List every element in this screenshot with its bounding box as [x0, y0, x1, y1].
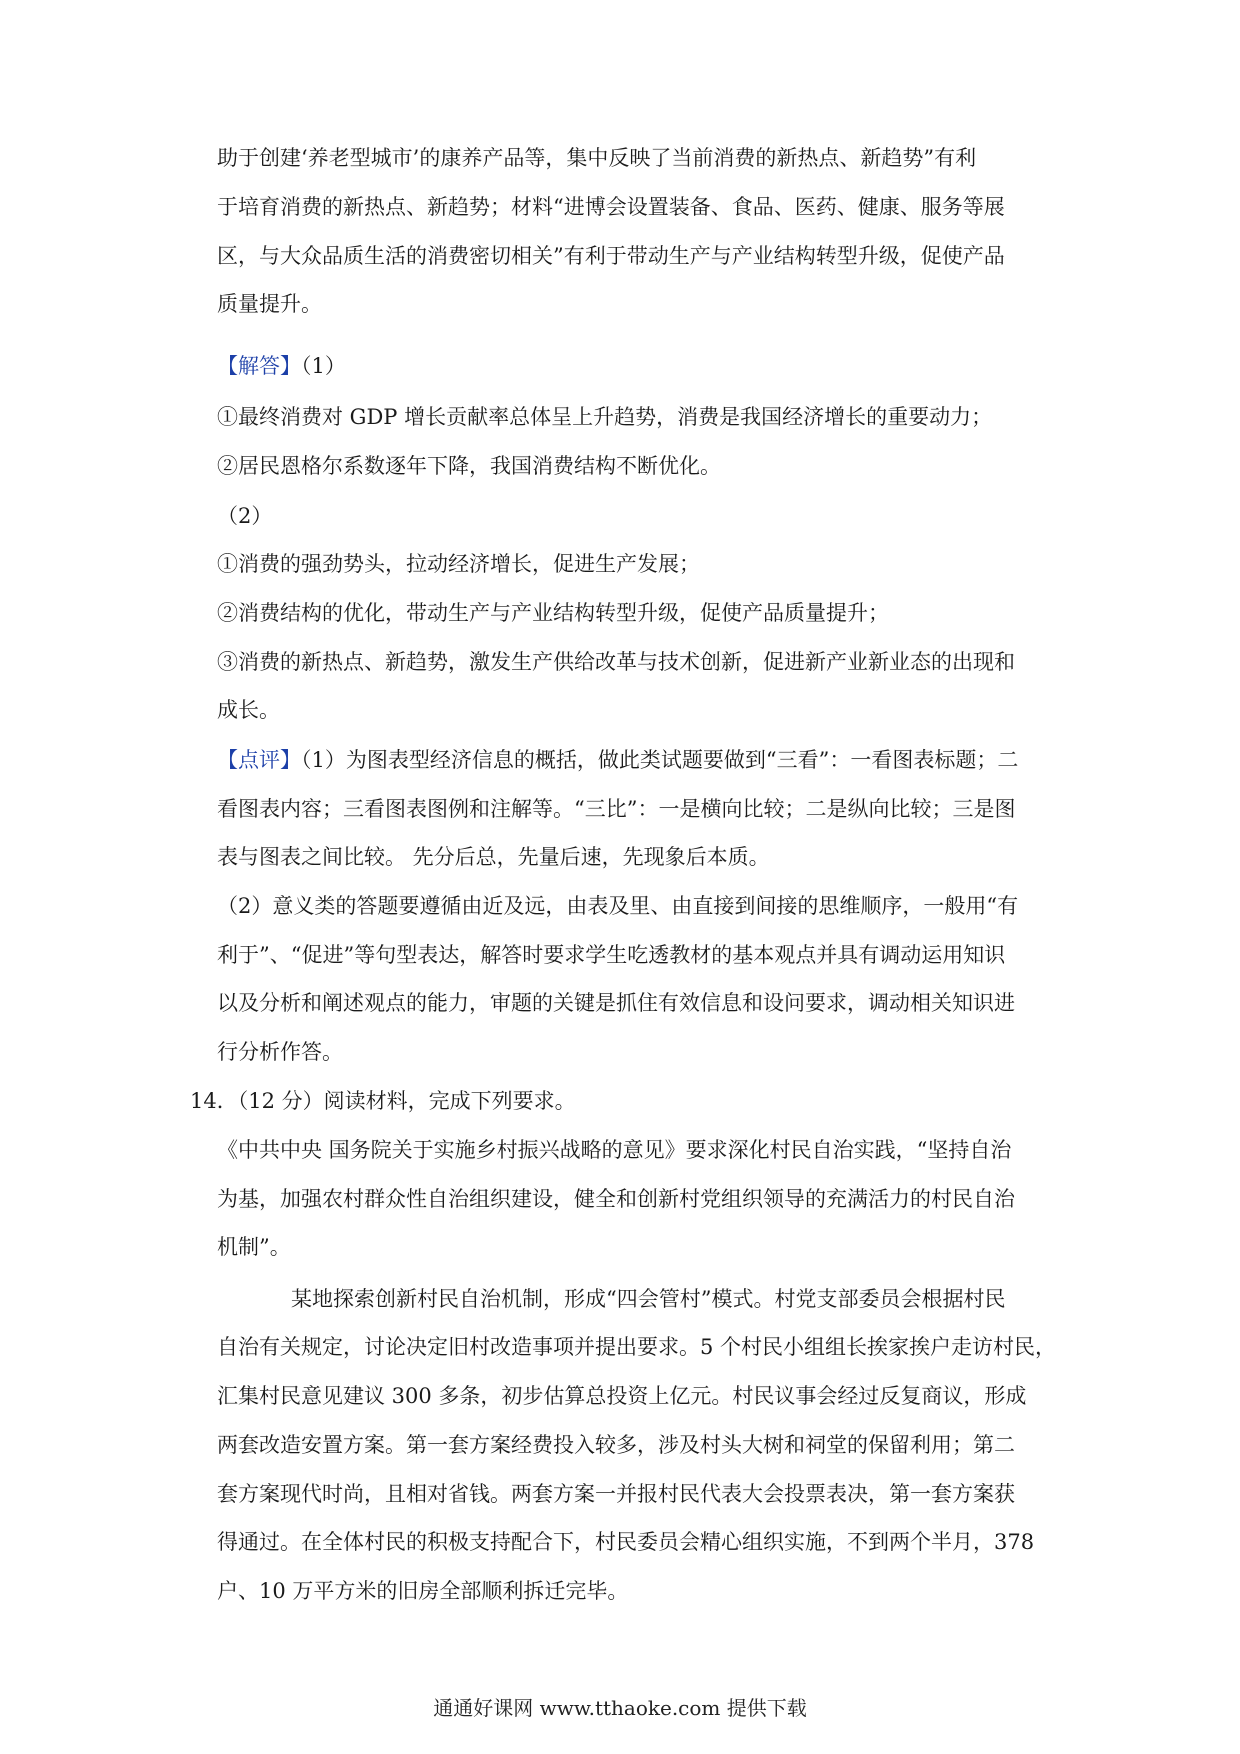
comment-heading — [217, 746, 1018, 774]
material-line: 户、10 万平方米的旧房全部顺利拆迁完毕。 — [217, 1579, 629, 1603]
answer-line: ①最终消费对 GDP 增长贡献率总体呈上升趋势，消费是我国经济增长的重要动力； — [217, 405, 993, 429]
page-footer: 通通好课网 www.tthaoke.com 提供下载 — [433, 1696, 807, 1720]
comment-line: 表与图表之间比较。 先分后总，先量后速，先现象后本质。 — [217, 845, 770, 869]
answer-line: 成长。 — [217, 698, 280, 722]
answer-part-number: （1） — [301, 354, 346, 378]
material-line: 自治有关规定，讨论决定旧村改造事项并提出要求。5 个村民小组组长挨家挨户走访村民， — [217, 1335, 1057, 1359]
comment-line: 利于”、“促进”等句型表达，解答时要求学生吃透教材的基本观点并具有调动运用知识 — [217, 943, 1006, 967]
answer-line: ③消费的新热点、新趋势，激发生产供给改革与技术创新，促进新产业新业态的出现和 — [217, 650, 1015, 674]
paragraph-line: 于培育消费的新热点、新趋势；材料“进博会设置装备、食品、医药、健康、服务等展 — [217, 195, 1005, 219]
answer-line: ②居民恩格尔系数逐年下降，我国消费结构不断优化。 — [217, 454, 721, 478]
comment-line: 行分析作答。 — [217, 1040, 343, 1064]
material-line: 两套改造安置方案。第一套方案经费投入较多，涉及村头大树和祠堂的保留利用；第二 — [217, 1433, 1015, 1457]
comment-tag: 【点评】 — [217, 748, 301, 772]
material-line: 机制”。 — [217, 1235, 291, 1259]
comment-text: （1）为图表型经济信息的概括，做此类试题要做到“三看”：一看图表标题；二 — [301, 748, 1019, 772]
comment-line: （2）意义类的答题要遵循由近及远，由表及里、由直接到间接的思维顺序，一般用“有 — [217, 894, 1019, 918]
material-line: 得通过。在全体村民的积极支持配合下，村民委员会精心组织实施，不到两个半月，378 — [217, 1530, 1035, 1554]
material-line: 汇集村民意见建议 300 多条，初步估算总投资上亿元。村民议事会经过反复商议，形成 — [217, 1384, 1027, 1408]
answer-part-number: （2） — [217, 504, 273, 528]
paragraph-line: 助于创建‘养老型城市’的康养产品等，集中反映了当前消费的新热点、新趋势”有利 — [217, 146, 977, 170]
material-line: 套方案现代时尚，且相对省钱。两套方案一并报村民代表大会投票表决，第一套方案获 — [217, 1482, 1015, 1506]
question-heading: 14．（12 分）阅读材料，完成下列要求。 — [190, 1089, 576, 1113]
answer-line: ②消费结构的优化，带动生产与产业结构转型升级，促使产品质量提升； — [217, 601, 889, 625]
answer-tag: 【解答】 — [217, 354, 301, 378]
answer-line: ①消费的强劲势头，拉动经济增长，促进生产发展； — [217, 552, 700, 576]
material-line: 《中共中央 国务院关于实施乡村振兴战略的意见》要求深化村民自治实践，“坚持自治 — [217, 1138, 1012, 1162]
material-line: 为基，加强农村群众性自治组织建设，健全和创新村党组织领导的充满活力的村民自治 — [217, 1187, 1015, 1211]
comment-line: 看图表内容；三看图表图例和注解等。“三比”：一是横向比较；二是纵向比较；三是图 — [217, 797, 1016, 821]
comment-line: 以及分析和阐述观点的能力，审题的关键是抓住有效信息和设问要求，调动相关知识进 — [217, 991, 1015, 1015]
answer-heading — [217, 352, 346, 380]
material-line: 某地探索创新村民自治机制，形成“四会管村”模式。村党支部委员会根据村民 — [291, 1287, 1006, 1311]
paragraph-line: 区，与大众品质生活的消费密切相关”有利于带动生产与产业结构转型升级，促使产品 — [217, 244, 1005, 268]
paragraph-line: 质量提升。 — [217, 292, 322, 316]
